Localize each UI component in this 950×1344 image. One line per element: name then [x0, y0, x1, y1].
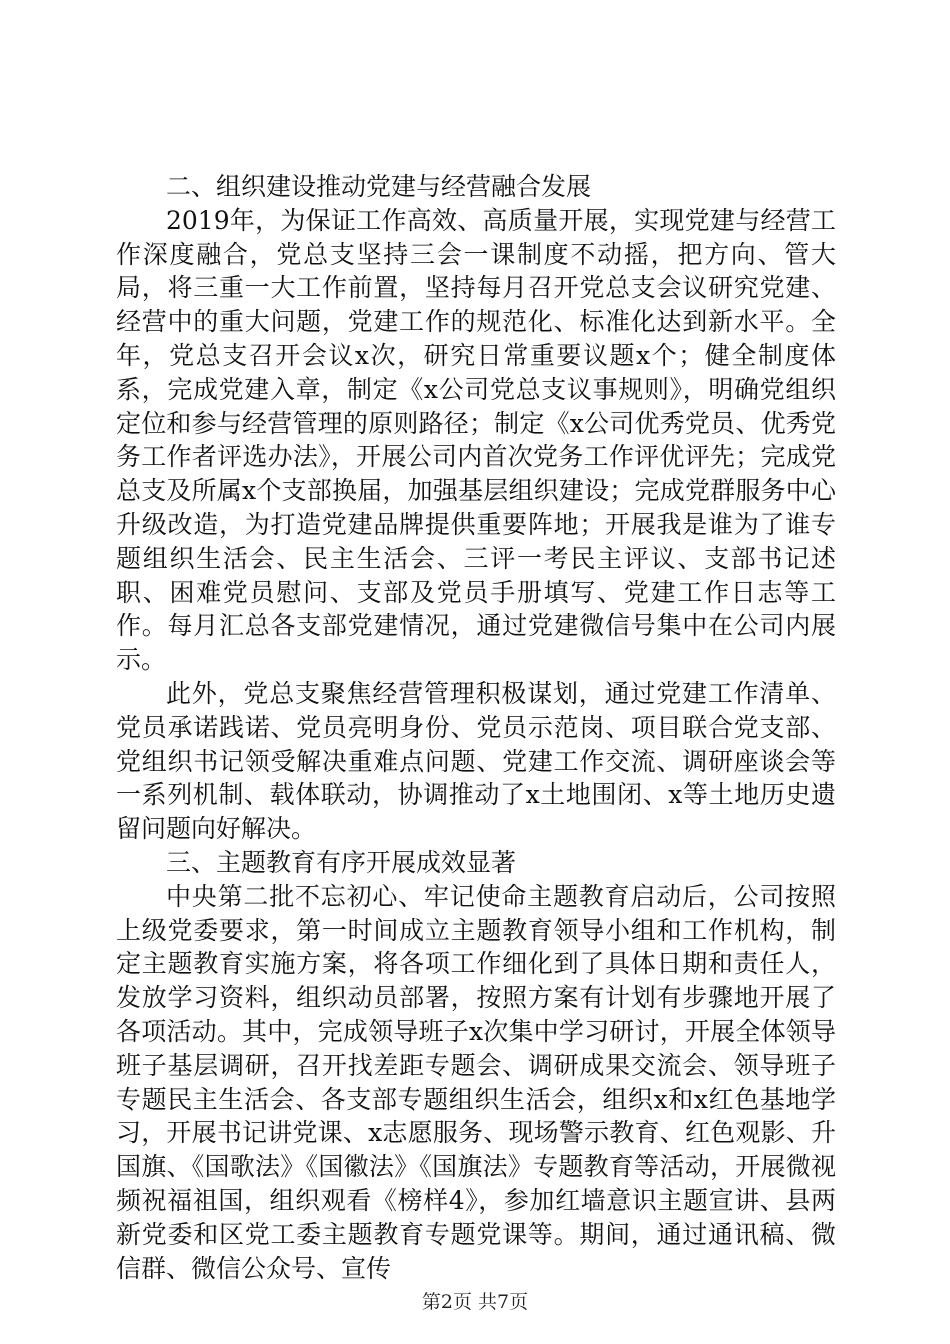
paragraph-organization-additional: 此外，党总支聚焦经营管理积极谋划，通过党建工作清单、党员承诺践诺、党员亮明身份、党员示范岗、项目联合党支部、党组织书记领受解决重难点问题、党建工作交流、调研座谈会等一系列机制、载体联动，协调推动了x土地围闭、x等土地历史遗留问题向好解决。	[116, 678, 836, 844]
page-number-footer: 第2页 共7页	[421, 1291, 529, 1313]
section-heading-theme-education: 三、主题教育有序开展成效显著	[166, 847, 517, 877]
paragraph-theme-education: 中央第二批不忘初心、牢记使命主题教育启动后，公司按照上级党委要求，第一时间成立主题教育领导小组和工作机构，制定主题教育实施方案，将各项工作细化到了具体日期和责任人，发放学习资料，组织动员部署，按照方案有计划有步骤地开展了各项活动。其中，完成领导班子x次集中学习研讨，开展全体领导班子基层调研，召开找差距专题会、调研成果交流会、领导班子专题民主生活会、各支部专题组织生活会，组织x和x红色基地学习，开展书记讲党课、x志愿服务、现场警示教育、红色观影、升国旗、《国歌法》《国徽法》《国旗法》专题教育等活动，开展微视频祝福祖国，组织观看《榜样4》，参加红墙意识主题宣讲、县两新党委和区党工委主题教育专题党课等。期间，通过通讯稿、微信群、微信公众号、宣传	[116, 881, 836, 1283]
paragraph-organization-overview: 2019年，为保证工作高效、高质量开展，实现党建与经营工作深度融合，党总支坚持三会一课制度不动摇，把方向、管大局，将三重一大工作前置，坚持每月召开党总支会议研究党建、经营中的重大问题，党建工作的规范化、标准化达到新水平。全年，党总支召开会议x次，研究日常重要议题x个；健全制度体系，完成党建入章，制定《x公司党总支议事规则》，明确党组织定位和参与经营管理的原则路径；制定《x公司优秀党员、优秀党务工作者评选办法》，开展公司内首次党务工作评优评先；完成党总支及所属x个支部换届，加强基层组织建设；完成党群服务中心升级改造，为打造党建品牌提供重要阵地；开展我是谁为了谁专题组织生活会、民主生活会、三评一考民主评议、支部书记述职、困难党员慰问、支部及党员手册填写、党建工作日志等工作。每月汇总各支部党建情况，通过党建微信号集中在公司内展示。	[116, 205, 836, 675]
section-heading-organization: 二、组织建设推动党建与经营融合发展	[166, 172, 592, 201]
document-body	[116, 170, 836, 1285]
